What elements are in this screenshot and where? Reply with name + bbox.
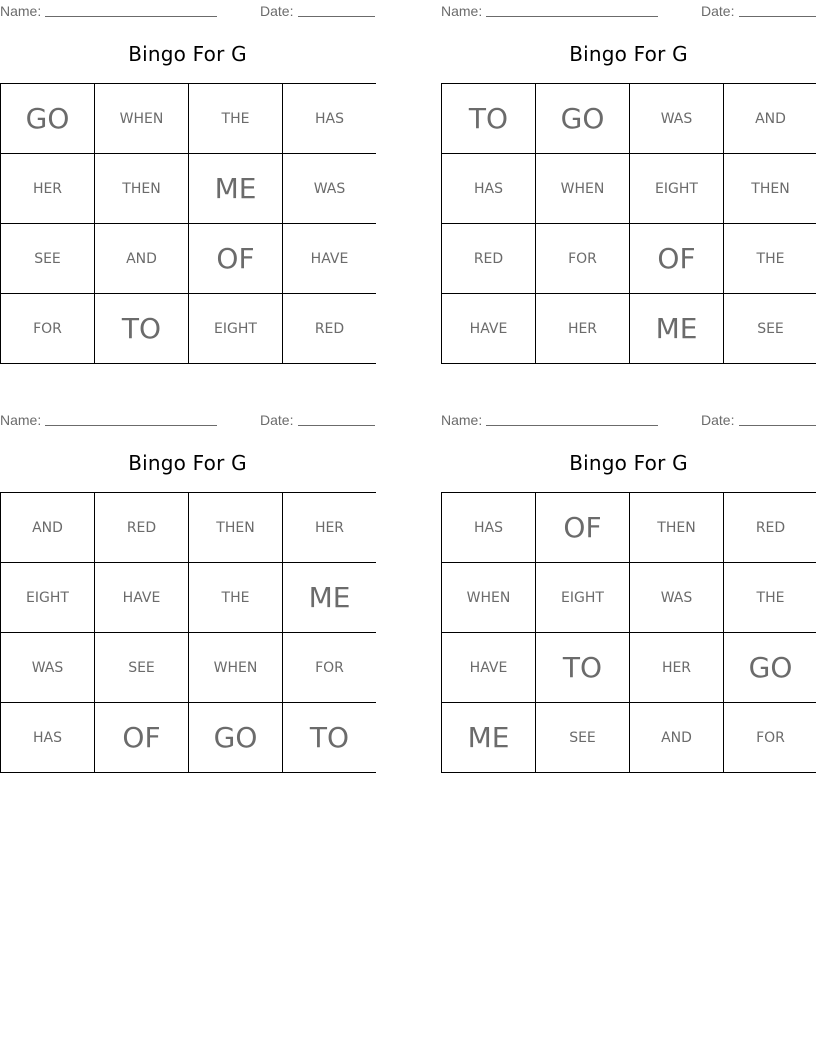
bingo-grid [0, 83, 376, 364]
date-label: Date: [260, 412, 294, 428]
name-blank-line [486, 425, 658, 426]
bingo-cell: WAS [630, 563, 723, 632]
date-label: Date: [701, 3, 735, 19]
bingo-cell: WAS [1, 633, 94, 702]
bingo-cell: RED [442, 224, 535, 293]
bingo-cell: HER [1, 154, 94, 223]
bingo-cell: HER [283, 493, 376, 562]
bingo-cell: AND [630, 703, 723, 772]
bingo-cell: THEN [189, 493, 282, 562]
bingo-cell: FOR [283, 633, 376, 702]
bingo-cell: HAVE [442, 633, 535, 702]
date-label: Date: [260, 3, 294, 19]
bingo-grid [441, 492, 816, 773]
name-date-header [0, 409, 375, 429]
bingo-cell: FOR [536, 224, 629, 293]
date-blank-line [739, 425, 816, 426]
name-label: Name: [441, 412, 483, 428]
bingo-cell: THE [189, 563, 282, 632]
bingo-cell: GO [189, 703, 282, 772]
bingo-cell: OF [536, 493, 629, 562]
name-label: Name: [0, 3, 42, 19]
bingo-cell: HAVE [442, 294, 535, 363]
bingo-cell: THEN [95, 154, 188, 223]
bingo-cell: SEE [95, 633, 188, 702]
bingo-cell: OF [630, 224, 723, 293]
bingo-cell: TO [442, 84, 535, 153]
date-blank-line [298, 16, 375, 17]
bingo-cell: HER [630, 633, 723, 702]
bingo-cell: ME [630, 294, 723, 363]
bingo-cell: WHEN [189, 633, 282, 702]
name-blank-line [45, 16, 217, 17]
bingo-cell: RED [95, 493, 188, 562]
bingo-cell: SEE [536, 703, 629, 772]
name-blank-line [486, 16, 658, 17]
date-blank-line [739, 16, 816, 17]
bingo-cell: WHEN [442, 563, 535, 632]
bingo-cell: HAS [283, 84, 376, 153]
bingo-cell: OF [189, 224, 282, 293]
bingo-cell: GO [724, 633, 816, 702]
card-title: Bingo For G [569, 42, 688, 66]
bingo-cell: FOR [724, 703, 816, 772]
bingo-cell: EIGHT [189, 294, 282, 363]
bingo-cell: WHEN [95, 84, 188, 153]
bingo-cell: HAS [442, 154, 535, 223]
date-label: Date: [701, 412, 735, 428]
card-title: Bingo For G [569, 451, 688, 475]
name-date-header [441, 409, 816, 429]
bingo-cell: HAS [442, 493, 535, 562]
bingo-cell: GO [536, 84, 629, 153]
bingo-grid [441, 83, 816, 364]
bingo-cell: HER [536, 294, 629, 363]
bingo-cell: HAS [1, 703, 94, 772]
bingo-cell: GO [1, 84, 94, 153]
bingo-cell: THE [189, 84, 282, 153]
bingo-cell: WAS [630, 84, 723, 153]
bingo-cell: ME [442, 703, 535, 772]
bingo-grid [0, 492, 376, 773]
name-date-header [0, 0, 375, 20]
bingo-cell: AND [1, 493, 94, 562]
name-blank-line [45, 425, 217, 426]
card-title: Bingo For G [128, 451, 247, 475]
bingo-cell: EIGHT [630, 154, 723, 223]
bingo-cell: ME [283, 563, 376, 632]
bingo-cell: RED [724, 493, 816, 562]
bingo-cell: OF [95, 703, 188, 772]
bingo-cell: SEE [1, 224, 94, 293]
bingo-cell: AND [95, 224, 188, 293]
bingo-cell: HAVE [95, 563, 188, 632]
name-label: Name: [441, 3, 483, 19]
bingo-cell: TO [536, 633, 629, 702]
bingo-cell: HAVE [283, 224, 376, 293]
bingo-cell: AND [724, 84, 816, 153]
bingo-cell: FOR [1, 294, 94, 363]
name-date-header [441, 0, 816, 20]
bingo-cell: THE [724, 224, 816, 293]
bingo-cell: SEE [724, 294, 816, 363]
bingo-cell: TO [95, 294, 188, 363]
bingo-cell: THEN [630, 493, 723, 562]
bingo-cell: RED [283, 294, 376, 363]
bingo-cell: WHEN [536, 154, 629, 223]
card-title: Bingo For G [128, 42, 247, 66]
bingo-cell: EIGHT [536, 563, 629, 632]
name-label: Name: [0, 412, 42, 428]
bingo-cell: ME [189, 154, 282, 223]
date-blank-line [298, 425, 375, 426]
bingo-cell: TO [283, 703, 376, 772]
bingo-cell: THEN [724, 154, 816, 223]
bingo-cell: EIGHT [1, 563, 94, 632]
bingo-cell: THE [724, 563, 816, 632]
bingo-cell: WAS [283, 154, 376, 223]
